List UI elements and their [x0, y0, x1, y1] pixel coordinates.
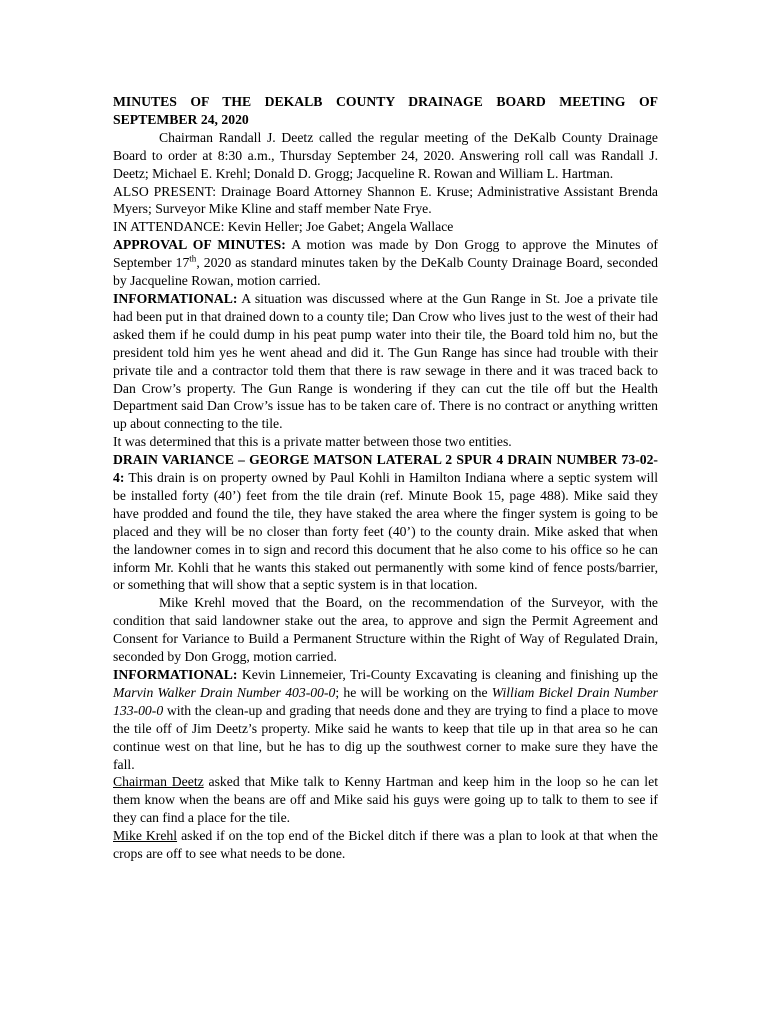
informational-heading-1: INFORMATIONAL: — [113, 290, 238, 306]
speaker-chairman-deetz: Chairman Deetz — [113, 774, 204, 790]
approval-superscript: th — [189, 253, 197, 264]
determined-paragraph: It was determined that this is a private matter between those two entities. — [113, 434, 512, 450]
variance-text: This drain is on property owned by Paul Kohli in Hamilton Indiana where a septic system will be installed forty (40’) feet from the tile drain (ref. Minute Book 15, page 488). Mike said they have prodded and found the tile, they have staked the area where the finger system is going to be placed and they will be no closer than forty feet (40’) to the county drain. Mike asked that when the landowner comes in to sign and record this document that he also come to his office so he can inform Mr. Kohli that he wants this staked out permanently with some kind of fence posts/barrier, or something that will show that a septic system is in that location. — [113, 470, 658, 593]
william-bickel-drain-ref: William Bickel Drain Number 133-00-0 — [113, 684, 658, 718]
speaker-mike-krehl: Mike Krehl — [113, 828, 178, 844]
informational-text-2b: ; he will be working on the — [335, 684, 492, 700]
approval-heading: APPROVAL OF MINUTES: — [113, 237, 286, 253]
informational-text-2c: with the clean-up and grading that needs done and they are trying to find a place to move the tile off of Jim Deetz’s property. Mike said he wants to keep that tile up in that area so he can continue west on that line, but he has to dig up the southwest corner to make sure they have the fall. — [113, 702, 658, 772]
also-present-paragraph: ALSO PRESENT: Drainage Board Attorney Shannon E. Kruse; Administrative Assistant Brenda Myers; Surveyor Mike Kline and staff member Nate Frye. — [113, 183, 658, 217]
krehl-paragraph — [113, 827, 658, 863]
krehl-text: asked if on the top end of the Bickel ditch if there was a plan to look at that when the crops are off to see what needs to be done. — [113, 828, 658, 862]
document-title: MINUTES OF THE DEKALB COUNTY DRAINAGE BOARD MEETING OF SEPTEMBER 24, 2020 — [113, 94, 658, 127]
approval-paragraph — [113, 236, 658, 290]
informational-paragraph-2 — [113, 666, 658, 773]
informational-text-1: A situation was discussed where at the Gun Range in St. Joe a private tile had been put in that drained down to a county tile; Dan Crow who lives just to the west of their had asked them if he could dump in his peat pump water into their tile, the Board told him no, but the president told him yes he went ahead and did it. The Gun Range has since had trouble with their private tile and a contractor told them that there is raw sewage in there and it was traced back to Dan Crow’s property. The Gun Range is wondering if they can cut the tile off but the Health Department said Dan Crow’s issue has to be taken care of. There is no contract or anything written up about connecting to the tile. — [113, 290, 658, 432]
marvin-walker-drain-ref: Marvin Walker Drain Number 403-00-0 — [113, 684, 336, 700]
approval-text-continued: , 2020 as standard minutes taken by the DeKalb County Drainage Board, seconded by Jacqueline Rowan, motion carried. — [113, 255, 658, 289]
intro-paragraph: Chairman Randall J. Deetz called the regular meeting of the DeKalb County Drainage Board to order at 8:30 a.m., Thursday September 24, 2020. Answering roll call was Randall J. Deetz; Michael E. Krehl; Donald D. Grogg; Jacqueline R. Rowan and William L. Hartman. — [113, 129, 658, 181]
document-page — [113, 93, 658, 863]
motion-paragraph: Mike Krehl moved that the Board, on the recommendation of the Surveyor, with the condition that said landowner stake out the area, to approve and sign the Permit Agreement and Consent for Variance to Build a Permanent Structure within the Right of Way of Regulated Drain, seconded by Don Grogg, motion carried. — [113, 595, 658, 665]
informational-heading-2: INFORMATIONAL: — [113, 667, 238, 682]
variance-paragraph — [113, 451, 658, 594]
informational-text-2a: Kevin Linnemeier, Tri-County Excavating is cleaning and finishing up the — [237, 667, 658, 682]
variance-heading: DRAIN VARIANCE – GEORGE MATSON LATERAL 2 SPUR 4 DRAIN NUMBER 73-02-4: — [113, 452, 658, 486]
attendance-paragraph: IN ATTENDANCE: Kevin Heller; Joe Gabet; Angela Wallace — [113, 219, 454, 235]
informational-paragraph-1 — [113, 290, 658, 433]
approval-text: A motion was made by Don Grogg to approve the Minutes of September 17 — [113, 237, 658, 271]
deetz-text: asked that Mike talk to Kenny Hartman and keep him in the loop so he can let them know when the beans are off and Mike said his guys were going up to talk to them to see if they can find a place for the tile. — [113, 774, 658, 826]
deetz-paragraph — [113, 773, 658, 827]
